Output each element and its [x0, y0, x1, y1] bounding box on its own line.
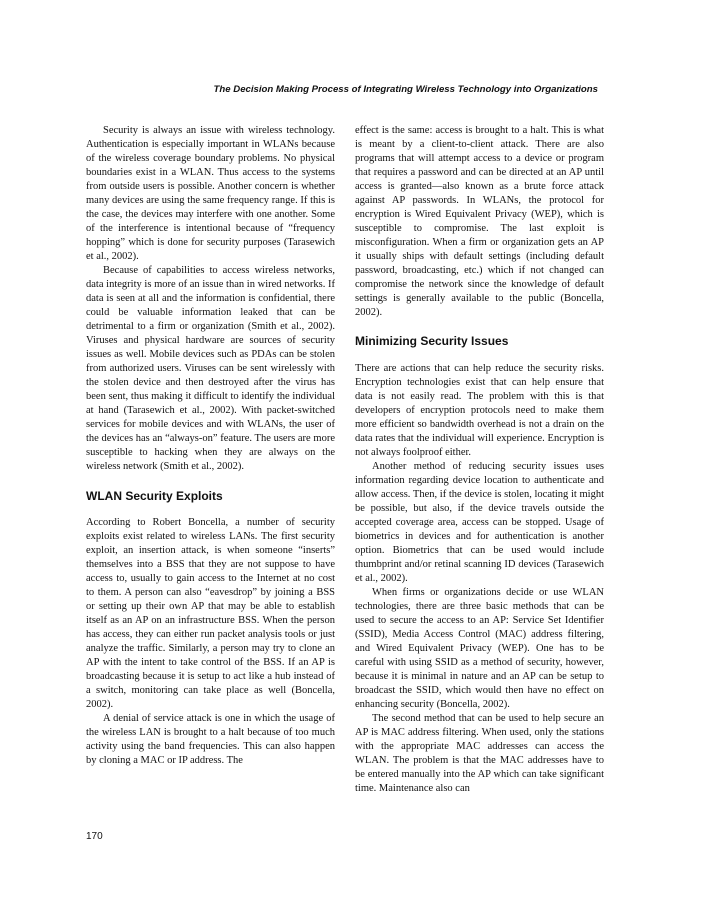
page-number: 170: [86, 831, 103, 842]
section-heading: Minimizing Security Issues: [355, 334, 509, 348]
paragraph: Security is always an issue with wireless technology. Authentication is especially important in WLANs because of the wireless coverage boundary problems. No physical boundaries exist in a WLAN. Thus access to the systems from outside users is possible. Another concern is whether many devices are using the same frequency range. If this is the case, the devices may interfere with one another. Some of the interference is intentional because of “frequency hopping” which is done for security purposes (Tarasewich et al., 2002).: [86, 125, 335, 262]
paragraph: Because of capabilities to access wireless networks, data integrity is more of an issue than in wired networks. If data is seen at all and the information is confidential, there could be valuable information leaked that can be detrimental to a firm or organization (Smith et al., 2002). Viruses and physical hardware are sources of security issues as well. Mobile devices such as PDAs can be stolen from authorized users. Viruses can be sent wirelessly with the stolen device and then destroyed after the virus has been sent, thus making it difficult to identify the individual at hand (Tarasewich et al., 2002). With packet-switched services for mobile devices and with WLANs, the user of the devices has an “always-on” feature. The users are more susceptible to hacking when they are always on the wireless network (Smith et al., 2002).: [86, 265, 335, 472]
paragraph: effect is the same: access is brought to a halt. This is what is meant by a client-to-client attack. There are also programs that will attempt access to a device or program that requires a password and can be directed at an AP until access is granted—also known as a brute force attack against AP passwords. In WLANs, the protocol for encryption is Wired Equivalent Privacy (WEP), which is susceptible to compromise. The last exploit is misconfiguration. When a firm or organization gets an AP it usually ships with default settings (including default password, broadcasting, etc.) which if not changed can compromise the network since the knowledge of default settings is generally available to the public (Boncella, 2002).: [355, 125, 604, 318]
paragraph: When firms or organizations decide or use WLAN technologies, there are three basic methods that can be used to secure the access to an AP: Service Set Identifier (SSID), Media Access Control (MAC) address filtering, and Wired Equivalent Privacy (WEP). One has to be careful with using SSID as a method of security, however, because it is minimal in nature and an AP can be setup to broadcast the SSID, which would then have no effect on enhancing security (Boncella, 2002).: [355, 587, 604, 710]
paragraph: A denial of service attack is one in which the usage of the wireless LAN is brought to a halt because of too much activity using the band frequencies. This can also happen by cloning a MAC or IP address. The: [86, 713, 335, 766]
right-column: [355, 124, 604, 796]
paragraph: The second method that can be used to help secure an AP is MAC address filtering. When used, only the stations with the appropriate MAC addresses can access the WLAN. The problem is that the MAC addresses have to be entered manually into the AP which can take significant time. Maintenance also can: [355, 713, 604, 794]
paragraph: According to Robert Boncella, a number of security exploits exist related to wireless LANs. The first security exploit, an insertion attack, is when someone “inserts” themselves into a BSS that they are not suppose to have access to, usually to gain access to the Internet at no cost to them. A person can also “eavesdrop” by joining a BSS or setting up their own AP that may be able to establish itself as an AP on an infrastructure BSS. When the person has access, they can either run packet analysis tools or just analyze the traffic. Similarly, a person may try to clone an AP with the intent to take control of the BSS. If an AP is broadcasting because it is setup to act like a hub instead of a switch, monitoring can take place as well (Boncella, 2002).: [86, 517, 335, 710]
paragraph: There are actions that can help reduce the security risks. Encryption technologies exist that can help ensure that data is not easily read. The problem with this is that developers of encryption protocols need to make them more efficient so bandwidth overhead is not a drain on the data rates that the individual will experience. Encryption is not always foolproof either.: [355, 363, 604, 458]
running-head: The Decision Making Process of Integrating Wireless Technology into Organizations: [213, 84, 598, 95]
paragraph: Another method of reducing security issues uses information regarding device location to authenticate and allow access. Then, if the device is stolen, locating it might be possible, but also, if the device travels outside the accepted coverage area, access can be stopped. Usage of biometrics in devices and for authentication is another option. Biometrics that can be used would include thumbprint and/or retinal scanning ID devices (Tarasewich et al., 2002).: [355, 461, 604, 584]
left-column: [86, 124, 335, 768]
section-heading: WLAN Security Exploits: [86, 489, 223, 503]
